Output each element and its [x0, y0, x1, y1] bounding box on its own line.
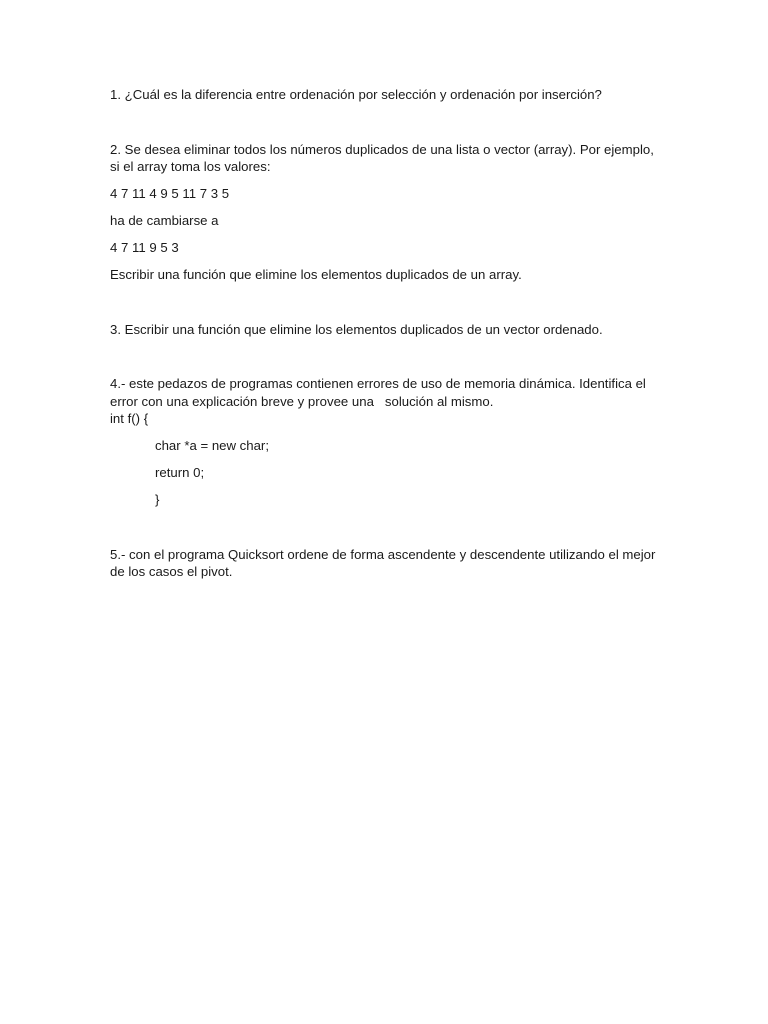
- question-4-code-line-2: char *a = new char;: [155, 438, 269, 453]
- question-1: 1. ¿Cuál es la diferencia entre ordenación por selección y ordenación por inserción?: [110, 87, 602, 102]
- question-4-code-line-1: int f() {: [110, 411, 149, 426]
- question-4-intro: 4.- este pedazos de programas contienen errores de uso de memoria dinámica. Identifica el error con una explicación breve y provee una solución al mismo.: [110, 376, 650, 409]
- question-2-values-after: 4 7 11 9 5 3: [110, 240, 179, 255]
- question-5: 5.- con el programa Quicksort ordene de forma ascendente y descendente utilizando el mejor de los casos el pivot.: [110, 546, 660, 579]
- question-2-task: Escribir una función que elimine los elementos duplicados de un array.: [110, 267, 522, 282]
- document-body: [110, 86, 658, 581]
- question-2-values-before: 4 7 11 4 9 5 11 7 3 5: [110, 186, 230, 201]
- question-2-intro: 2. Se desea eliminar todos los números duplicados de una lista o vector (array). Por ejemplo, si el array toma los valores:: [110, 141, 658, 174]
- question-4-code-line-3: return 0;: [155, 465, 205, 480]
- question-3: 3. Escribir una función que elimine los elementos duplicados de un vector ordenado.: [110, 321, 603, 337]
- question-4-code-line-4: }: [155, 492, 160, 507]
- question-2-transition: ha de cambiarse a: [110, 213, 219, 228]
